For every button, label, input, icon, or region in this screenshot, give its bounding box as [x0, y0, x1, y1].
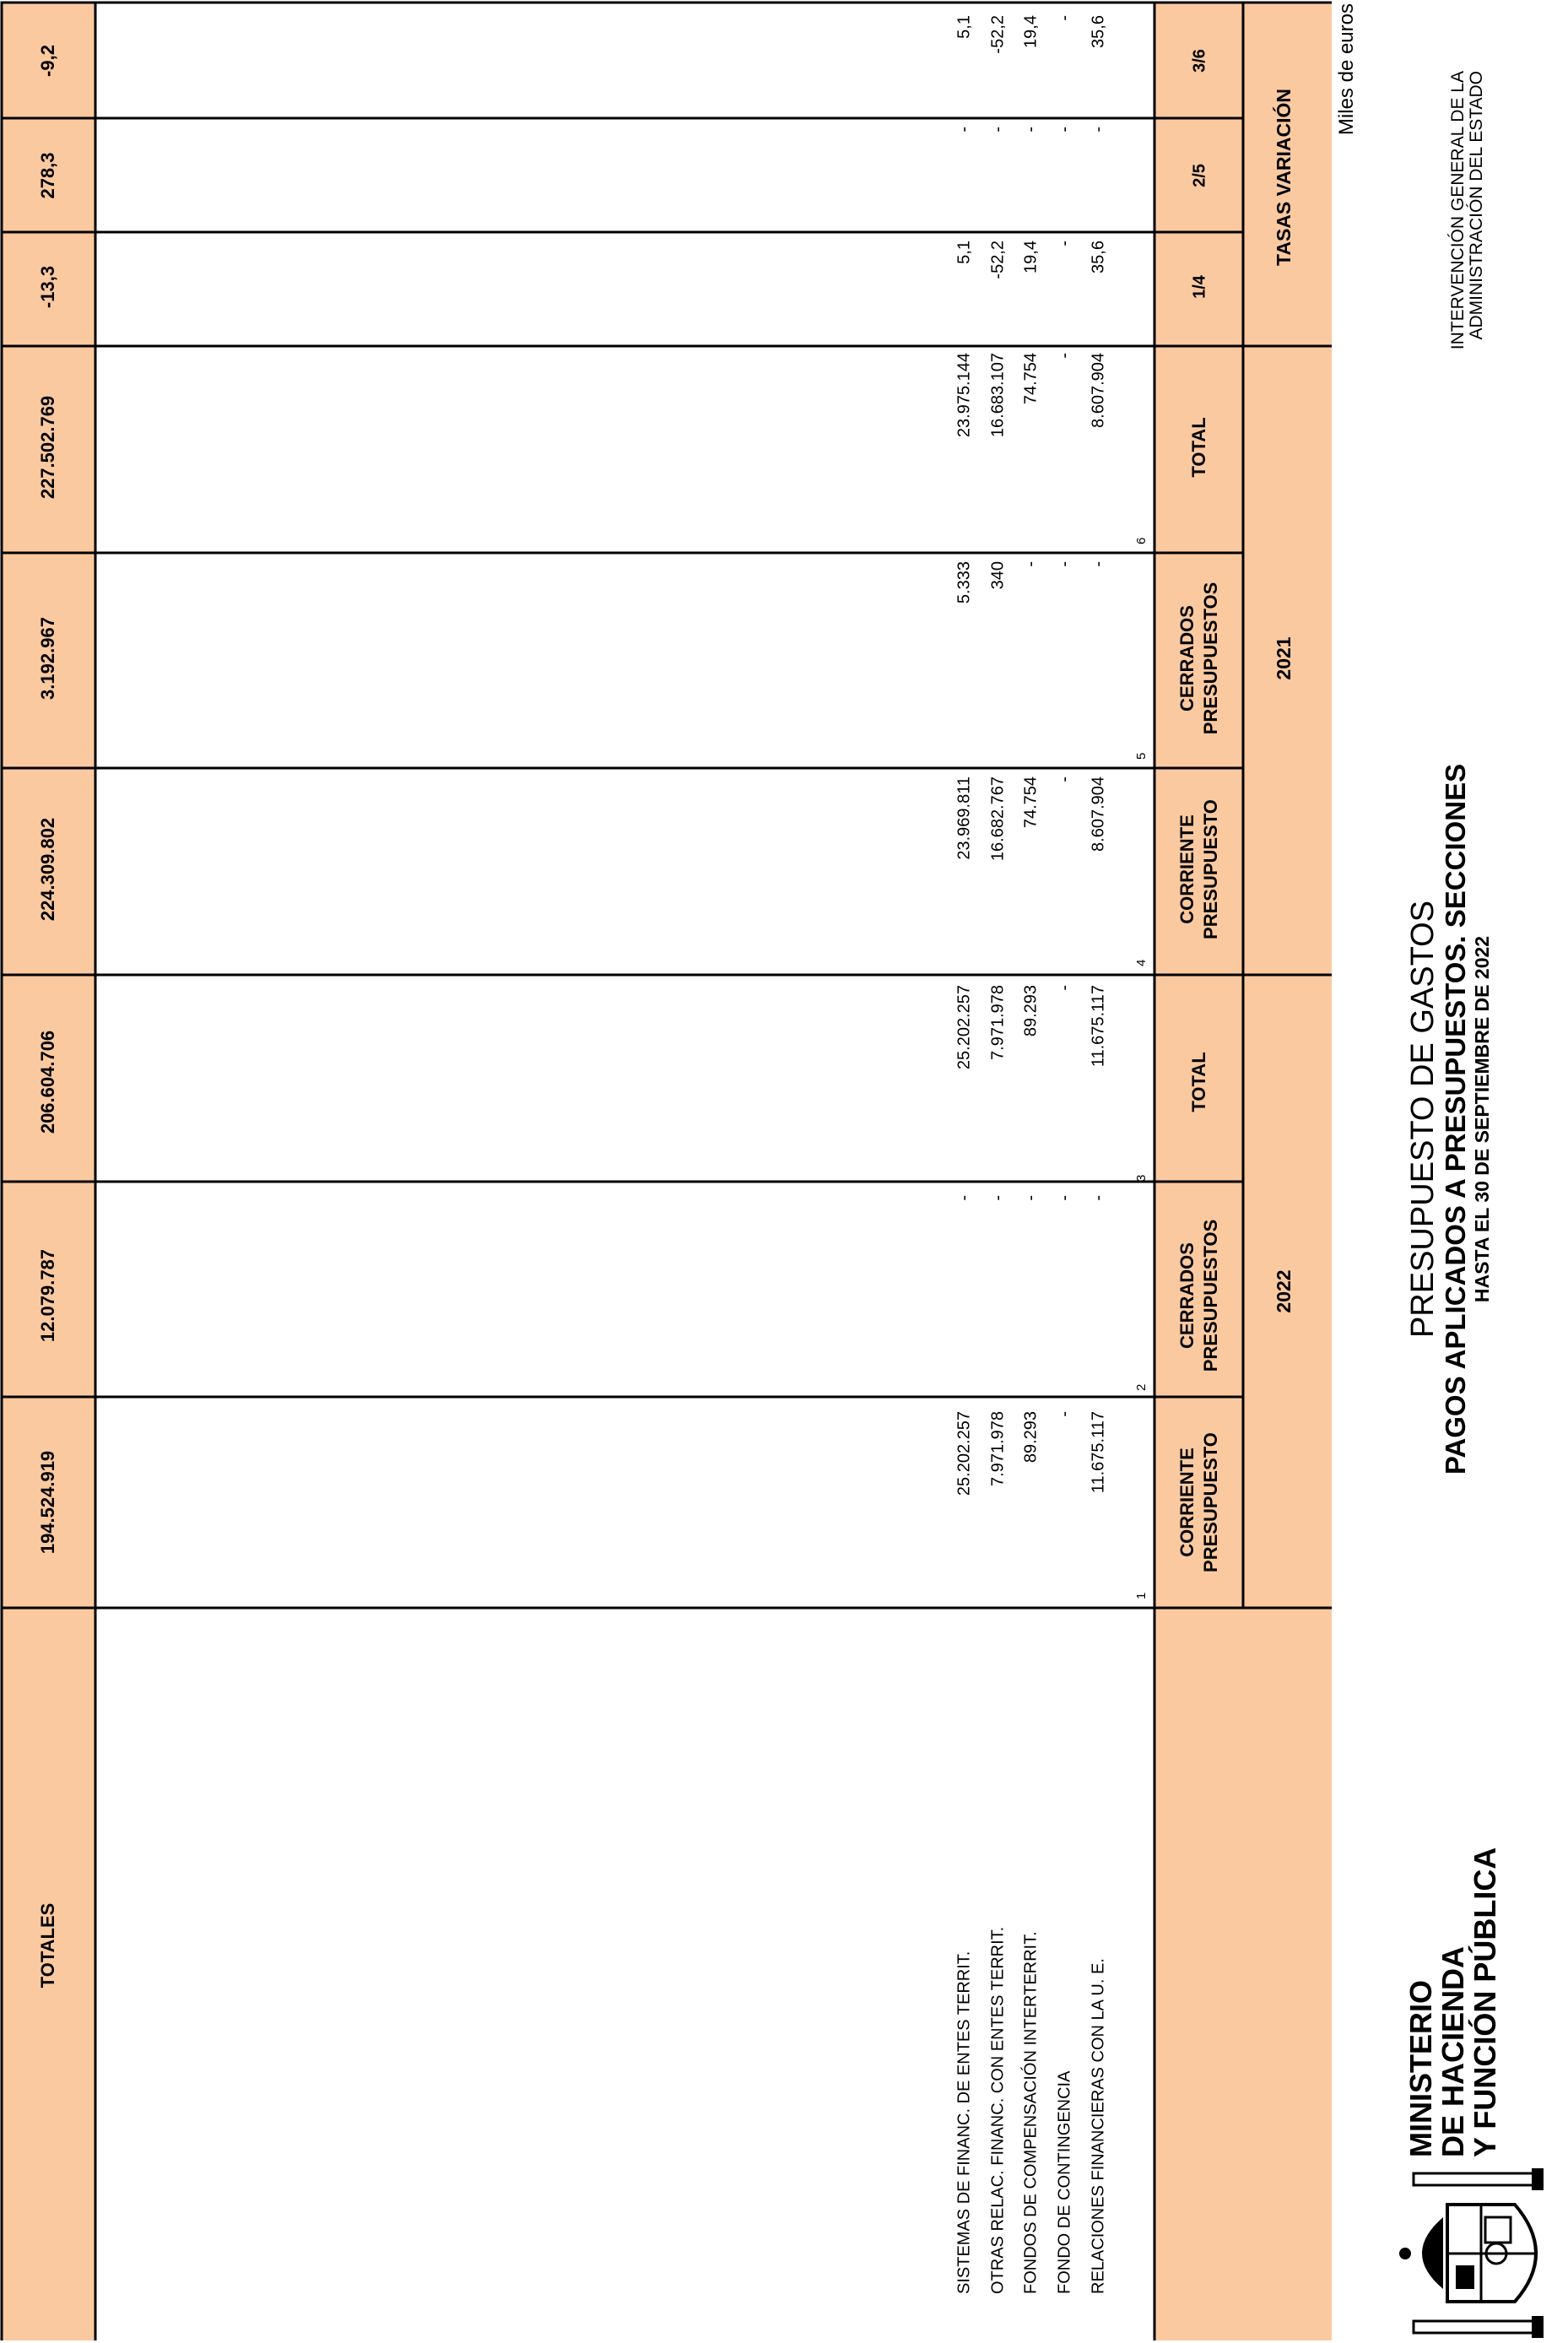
cell-value: 7.971.978 — [988, 985, 1008, 1060]
cell-value: 8.607.904 — [1089, 776, 1108, 852]
column-index: 6 — [1133, 537, 1149, 544]
totals-value: 224.309.802 — [36, 817, 58, 922]
totals-value: -13,3 — [36, 265, 58, 309]
row-label: SISTEMAS DE FINANC. DE ENTES TERRIT. — [954, 1951, 974, 2294]
totals-value: 206.604.706 — [36, 1030, 58, 1134]
cell-value: 5,1 — [954, 15, 974, 39]
column-index: 3 — [1133, 1174, 1149, 1182]
cell-value: - — [988, 127, 1008, 133]
cell-value: 23.975.144 — [954, 353, 974, 438]
column-index: 1 — [1133, 1592, 1149, 1599]
row-label: FONDOS DE COMPENSACIÓN INTERTERRIT. — [1021, 1931, 1041, 2294]
cell-value: 16.683.107 — [988, 353, 1008, 438]
totals-band — [2, 3, 95, 2340]
header-2022-closed-line1: PRESUPUESTOS — [1199, 1219, 1221, 1372]
cell-value: 11.675.117 — [1089, 1411, 1108, 1494]
title-line-3: HASTA EL 30 DE SEPTIEMBRE DE 2022 — [1471, 935, 1493, 1303]
cell-value: - — [1055, 127, 1074, 133]
header-2022: 2022 — [1273, 1269, 1295, 1313]
cell-value: - — [954, 127, 974, 133]
cell-value: 89.293 — [1021, 985, 1041, 1037]
header-2022-current-line1: PRESUPUESTO — [1199, 1432, 1221, 1572]
header-2021-total: TOTAL — [1187, 417, 1209, 478]
units-label: Miles de euros — [1335, 3, 1358, 136]
totals-value: 194.524.919 — [36, 1450, 58, 1555]
cell-value: 11.675.117 — [1089, 985, 1108, 1068]
cell-value: - — [954, 1195, 974, 1201]
cell-value: 19,4 — [1021, 15, 1041, 48]
cell-value: 35,6 — [1089, 241, 1108, 273]
header-2021: 2021 — [1273, 636, 1295, 680]
column-index: 4 — [1133, 959, 1149, 966]
cell-value: - — [1055, 1195, 1074, 1201]
title-line-2: PAGOS APLICADOS A PRESUPUESTOS. SECCIONES — [1440, 763, 1471, 1475]
header-r36: 3/6 — [1190, 49, 1209, 73]
report-title — [1405, 655, 1493, 1583]
cell-value: - — [1055, 776, 1074, 782]
cell-value: - — [1055, 1411, 1074, 1417]
row-label: RELACIONES FINANCIERAS CON LA U. E. — [1089, 1958, 1108, 2294]
cell-value: 74.754 — [1021, 353, 1041, 405]
cell-value: - — [1021, 127, 1041, 133]
title-line-1: PRESUPUESTO DE GASTOS — [1405, 900, 1441, 1339]
agency-line-2: ADMINISTRACIÓN DEL ESTADO — [1467, 71, 1486, 340]
header-2021-closed-line2: CERRADOS — [1176, 605, 1198, 712]
ministry-name — [1405, 1848, 1501, 2157]
cell-value: 7.971.978 — [988, 1411, 1008, 1486]
cell-value: 5,1 — [954, 241, 974, 264]
ministry-line-1: MINISTERIO — [1403, 1979, 1438, 2157]
ministry-line-3: Y FUNCIÓN PÚBLICA — [1468, 1847, 1502, 2157]
cell-value: 25.202.257 — [954, 1411, 974, 1496]
cell-value: 5.333 — [954, 561, 974, 604]
cell-value: 74.754 — [1021, 776, 1041, 829]
cell-value: - — [1089, 561, 1108, 567]
cell-value: - — [1055, 15, 1074, 21]
agency-name — [1449, 71, 1486, 409]
row-label: OTRAS RELAC. FINANC. CON ENTES TERRIT. — [988, 1926, 1008, 2294]
header-2021-closed-line1: PRESUPUESTOS — [1199, 582, 1221, 735]
cell-value: 25.202.257 — [954, 985, 974, 1070]
header-rates: TASAS VARIACIÓN — [1273, 89, 1295, 266]
column-index: 5 — [1133, 752, 1149, 760]
cell-value: 23.969.811 — [954, 776, 974, 860]
column-index: 2 — [1133, 1383, 1149, 1391]
table-outline — [2, 3, 1332, 2340]
cell-value: 16.682.767 — [988, 776, 1008, 862]
cell-value: - — [1021, 1195, 1041, 1201]
cell-value: -52,2 — [988, 241, 1008, 279]
header-2021-current-line1: PRESUPUESTO — [1199, 799, 1221, 939]
cell-value: 340 — [988, 561, 1008, 590]
cell-value: -52,2 — [988, 15, 1008, 54]
cell-value: 35,6 — [1089, 15, 1108, 48]
header-r14: 1/4 — [1190, 275, 1209, 299]
totals-value: 3.192.967 — [36, 617, 58, 700]
totals-value: 227.502.769 — [36, 395, 58, 500]
cell-value: 8.607.904 — [1089, 353, 1108, 428]
cell-value: - — [1021, 561, 1041, 567]
cell-value: - — [1055, 353, 1074, 359]
cell-value: - — [988, 1195, 1008, 1201]
header-2022-current-line2: CORRIENTE — [1176, 1447, 1198, 1557]
header-2022-total: TOTAL — [1187, 1052, 1209, 1112]
cell-value: - — [1055, 561, 1074, 567]
header-2021-current-line2: CORRIENTE — [1176, 814, 1198, 924]
header-r25: 2/5 — [1190, 164, 1209, 187]
cell-value: - — [1089, 1195, 1108, 1201]
totals-value: 278,3 — [36, 152, 58, 199]
row-label: FONDO DE CONTINGENCIA — [1055, 2070, 1074, 2294]
ministry-line-2: DE HACIENDA — [1436, 1945, 1470, 2157]
cell-value: 19,4 — [1021, 241, 1041, 273]
header-2022-closed-line2: CERRADOS — [1176, 1242, 1198, 1349]
cell-value: 89.293 — [1021, 1411, 1041, 1464]
totals-value: 12.079.787 — [36, 1248, 58, 1343]
agency-line-1: INTERVENCIÓN GENERAL DE LA — [1448, 71, 1468, 350]
totals-value: -9,2 — [36, 45, 58, 77]
cell-value: - — [1055, 241, 1074, 246]
cell-value: - — [1089, 127, 1108, 133]
totals-label: TOTALES — [36, 1902, 58, 1989]
coat-of-arms-icon — [1397, 2167, 1565, 2340]
cell-value: - — [1055, 985, 1074, 991]
